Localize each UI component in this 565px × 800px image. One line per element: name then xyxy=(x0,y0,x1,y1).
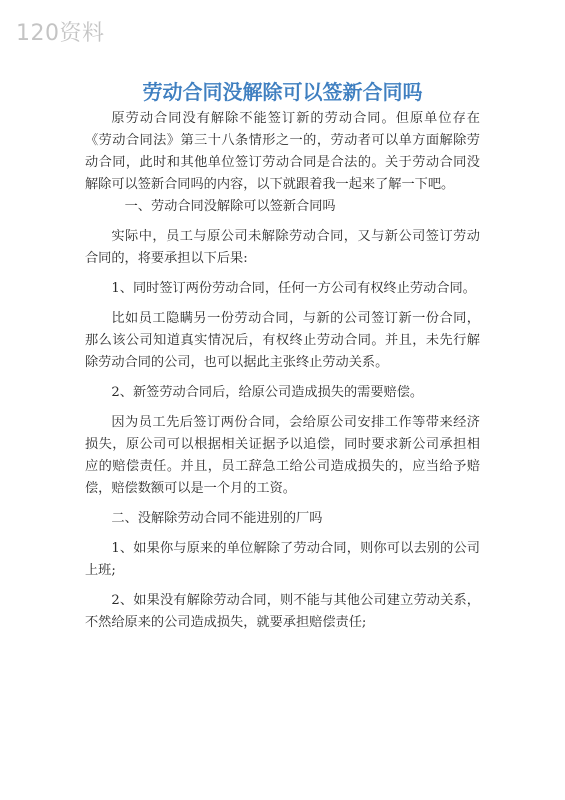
document-body xyxy=(85,108,480,642)
section-heading-1: 一、劳动合同没解除可以签新合同吗 xyxy=(124,199,336,214)
body-paragraph: 实际中，员工与原公司未解除劳动合同，又与新公司签订劳动合同的，将要承担以下后果: xyxy=(85,229,480,266)
list-item-2: 2、如果没有解除劳动合同，则不能与其他公司建立劳动关系，不然给原来的公司造成损失，就要承担赔偿责任; xyxy=(85,593,480,630)
list-item-2: 2、新签劳动合同后，给原公司造成损失的需要赔偿。 xyxy=(111,385,424,400)
list-item-1: 1、如果你与原来的单位解除了劳动合同，则你可以去别的公司上班; xyxy=(85,541,480,578)
section-heading-2: 二、没解除劳动合同不能进别的厂吗 xyxy=(111,511,323,526)
page-title: 劳动合同没解除可以签新合同吗 xyxy=(142,80,423,104)
intro-paragraph: 原劳动合同没有解除不能签订新的劳动合同。但原单位存在《劳动合同法》第三十八条情形之一的，劳动者可以单方面解除劳动合同，此时和其他单位签订劳动合同是合法的。关于劳动合同没解除可以签新合同吗的内容，以下就跟着我一起来了解一下吧。 xyxy=(85,111,480,192)
body-paragraph: 因为员工先后签订两份合同，会给原公司安排工作等带来经济损失，原公司可以根据相关证据予以追偿，同时要求新公司承担相应的赔偿责任。并且，员工辞急工给公司造成损失的，应当给予赔偿，赔偿数额可以是一个月的工资。 xyxy=(85,415,480,496)
list-item-1: 1、同时签订两份劳动合同，任何一方公司有权终止劳动合同。 xyxy=(111,281,476,296)
body-paragraph: 比如员工隐瞒另一份劳动合同，与新的公司签订新一份合同，那么该公司知道真实情况后，有权终止劳动合同。并且，未先行解除劳动合同的公司，也可以据此主张终止劳动关系。 xyxy=(85,311,480,370)
watermark-logo: 120资料 xyxy=(16,21,105,46)
